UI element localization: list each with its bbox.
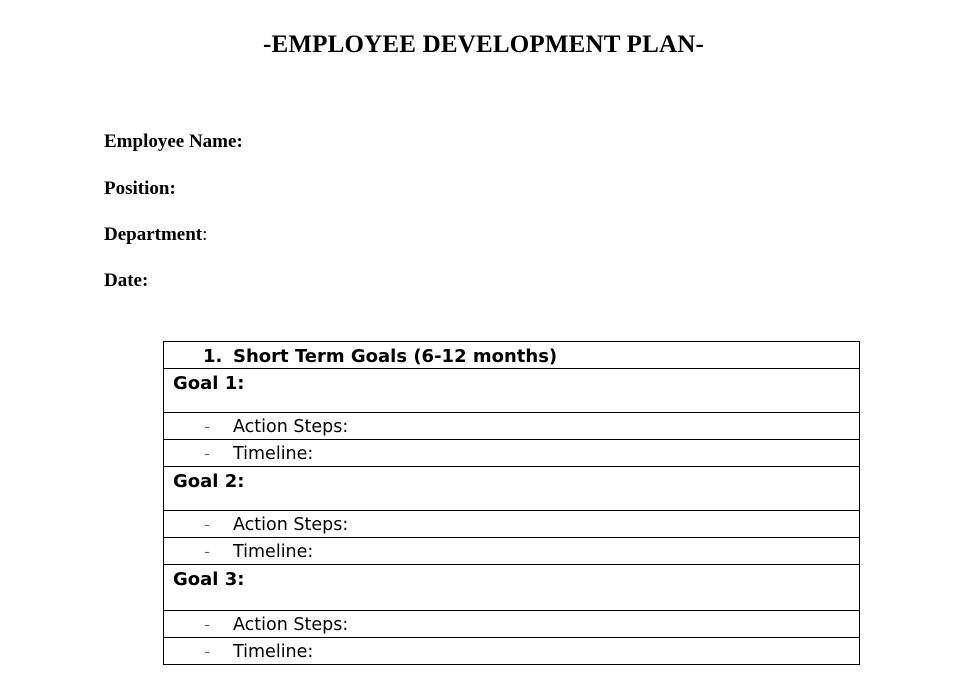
dash-bullet: - [204,642,211,662]
goal-row [164,565,860,611]
table-row [164,638,860,665]
section-header-cell[interactable] [164,342,860,369]
goal-1-action-steps-cell[interactable] [164,413,860,440]
goal-row [164,467,860,511]
goal-1-timeline-label: Timeline: [233,444,314,464]
employee-name-field [104,131,249,153]
dash-bullet: - [204,542,211,562]
date-field [104,270,154,292]
employee-name-colon: : [236,131,243,152]
goal-row [164,369,860,413]
table-row [164,538,860,565]
table-row [164,440,860,467]
goal-3-action-steps-cell[interactable] [164,611,860,638]
goal-1-label: Goal 1: [173,373,245,394]
goal-3-timeline-label: Timeline: [233,642,314,662]
dash-bullet: - [204,615,211,635]
goal-2-action-steps-cell[interactable] [164,511,860,538]
goal-3-action-steps-label: Action Steps: [233,615,349,635]
position-label: Position [104,178,170,199]
goal-1-cell[interactable] [164,369,860,413]
goal-2-timeline-cell[interactable] [164,538,860,565]
date-label: Date [104,270,142,291]
dash-bullet: - [204,444,211,464]
dash-bullet: - [204,515,211,535]
goals-table [163,341,860,665]
goal-3-timeline-cell[interactable] [164,638,860,665]
dash-bullet: - [204,417,211,437]
section-header-row [164,342,860,369]
goal-3-label: Goal 3: [173,569,245,590]
department-field [104,224,213,246]
table-row [164,511,860,538]
section-number: 1. [203,346,223,367]
department-label: Department [104,224,203,245]
position-field [104,178,182,200]
employee-name-label: Employee Name [104,131,237,152]
goal-2-timeline-label: Timeline: [233,542,314,562]
goal-1-action-steps-label: Action Steps: [233,417,349,437]
table-row [164,413,860,440]
department-colon: : [202,224,208,245]
document-title: -EMPLOYEE DEVELOPMENT PLAN- [262,31,705,58]
goal-2-cell[interactable] [164,467,860,511]
section-title: Short Term Goals (6-12 months) [233,346,558,367]
position-colon: : [169,178,176,199]
goal-2-label: Goal 2: [173,471,245,492]
goal-2-action-steps-label: Action Steps: [233,515,349,535]
table-row [164,611,860,638]
goal-1-timeline-cell[interactable] [164,440,860,467]
date-colon: : [141,270,149,291]
goal-3-cell[interactable] [164,565,860,611]
